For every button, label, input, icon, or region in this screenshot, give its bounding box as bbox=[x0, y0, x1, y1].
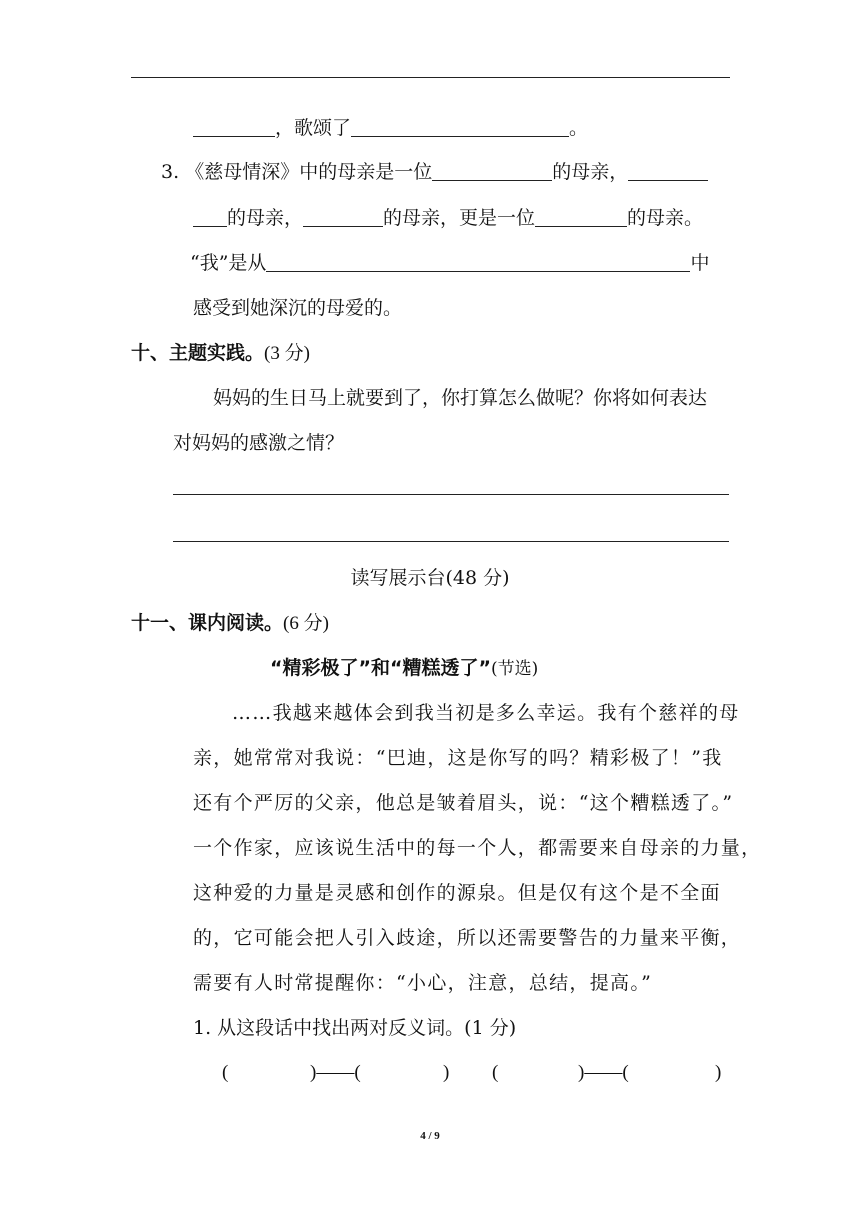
pair-1-close: ) bbox=[443, 1062, 450, 1083]
pair-2-close: ) bbox=[715, 1062, 722, 1083]
writing-line[interactable] bbox=[173, 541, 729, 542]
answer-blank[interactable] bbox=[432, 160, 552, 181]
section-10-prompt-2: 对妈妈的感激之情？ bbox=[173, 432, 345, 454]
pair-1-open: ( bbox=[222, 1062, 229, 1083]
pair-2-mid[interactable]: )——( bbox=[578, 1062, 629, 1083]
sub-question-1: 1. 从这段话中找出两对反义词。(1 分) bbox=[193, 1017, 517, 1039]
part-title: 读写展示台(48 分) bbox=[350, 567, 510, 589]
q3-line-1: 3. 《慈母情深》中的母亲是一位 的母亲， bbox=[161, 157, 708, 187]
q3-line-3: “我”是从 中 bbox=[190, 252, 710, 274]
q3-line-4: 感受到她深沉的母爱的。 bbox=[193, 297, 403, 319]
section-10-heading: 十、主题实践。(3 分) bbox=[131, 342, 310, 364]
section-10-prompt-1: 妈妈的生日马上就要到了，你打算怎么做呢？你将如何表达 bbox=[213, 387, 708, 409]
answer-blank[interactable] bbox=[303, 206, 383, 227]
passage-line-4: 一个作家，应该说生活中的每一个人，都需要来自母亲的力量， bbox=[193, 837, 762, 859]
q3-line-2: 的母亲， 的母亲，更是一位 的母亲。 bbox=[193, 203, 703, 233]
passage-line-3: 还有个严厉的父亲，他总是皱着眉头，说：“这个糟糕透了。” bbox=[193, 792, 734, 814]
pair-1-mid[interactable]: )——( bbox=[310, 1062, 361, 1083]
answer-blank[interactable] bbox=[535, 206, 627, 227]
answer-blank[interactable] bbox=[628, 160, 708, 181]
pair-2-open: ( bbox=[492, 1062, 499, 1083]
section-11-heading: 十一、课内阅读。(6 分) bbox=[131, 612, 329, 634]
page-number: 4 / 9 bbox=[420, 1130, 440, 1142]
answer-blank[interactable] bbox=[193, 206, 227, 227]
writing-line[interactable] bbox=[173, 494, 729, 495]
answer-blank[interactable] bbox=[193, 116, 275, 137]
header-rule bbox=[131, 77, 730, 78]
answer-blank[interactable] bbox=[351, 116, 569, 137]
answer-blank[interactable] bbox=[266, 251, 690, 272]
passage-line-1: ……我越来越体会到我当初是多么幸运。我有个慈祥的母 bbox=[232, 702, 740, 724]
passage-line-2: 亲，她常常对我说：“巴迪，这是你写的吗？精彩极了！”我 bbox=[193, 747, 723, 769]
passage-line-5: 这种爱的力量是灵感和创作的源泉。但是仅有这个是不全面 bbox=[193, 882, 721, 904]
prev-question-line: ，歌颂了 。 bbox=[193, 113, 588, 143]
passage-line-7: 需要有人时常提醒你：“小心，注意，总结，提高。” bbox=[193, 972, 653, 994]
passage-title: “精彩极了”和“糟糕透了”(节选) bbox=[270, 657, 539, 679]
passage-line-6: 的，它可能会把人引入歧途，所以还需要警告的力量来平衡， bbox=[193, 927, 742, 949]
